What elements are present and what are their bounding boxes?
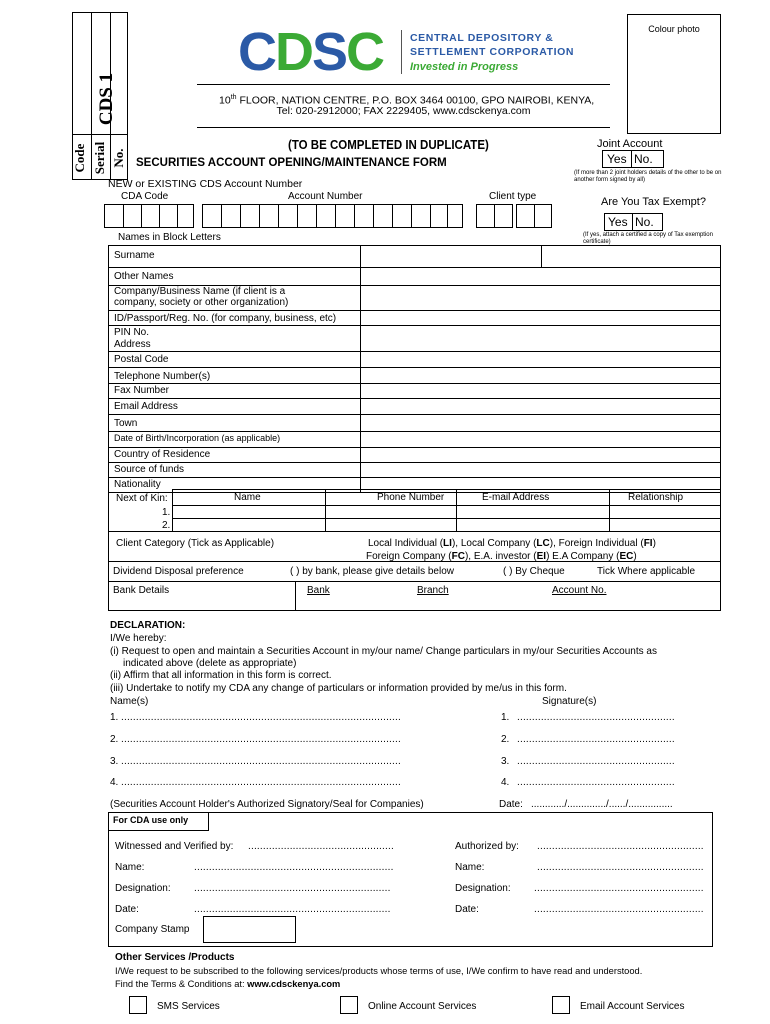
auth-date-label: Date:: [455, 904, 479, 915]
bank-details-label: Bank Details: [113, 585, 170, 596]
auth-designation-line[interactable]: .........................................................: [534, 883, 704, 894]
names-heading: Name(s): [110, 696, 149, 707]
name-1-line[interactable]: ..............................................................................................: [121, 712, 401, 723]
bank-column: Bank: [307, 585, 330, 596]
town-label: Town: [114, 418, 138, 429]
joint-no: No.: [634, 152, 653, 166]
name-4-line[interactable]: ..............................................................................................: [121, 777, 401, 788]
company-stamp-label: Company Stamp: [115, 924, 190, 935]
cda-name-label: Name:: [115, 862, 145, 873]
declaration-item-ii: (ii) Affirm that all information in this form is correct.: [110, 670, 332, 681]
details-input-area[interactable]: [361, 268, 720, 492]
joint-account-note: (If more than 2 joint holders details of the other to be on another form signed by all): [574, 170, 722, 183]
declaration-date-label: Date:: [499, 799, 523, 810]
declaration-item-iii: (iii) Undertake to notify my CDA any change of particulars or information provided by me/us in this form.: [110, 683, 567, 694]
form-title: SECURITIES ACCOUNT OPENING/MAINTENANCE FORM: [136, 157, 447, 169]
signature-3-line[interactable]: .....................................................: [517, 756, 675, 767]
branch-column: Branch: [417, 585, 449, 596]
online-account-checkbox[interactable]: [340, 996, 358, 1014]
signature-4-line[interactable]: .....................................................: [517, 777, 675, 788]
kin-row-2-label: 2.: [162, 520, 171, 531]
account-number-input[interactable]: [202, 204, 463, 228]
declaration-heading: DECLARATION:: [110, 620, 186, 631]
company-name-label-1: Company/Business Name (if client is a: [114, 286, 286, 297]
logo-line1: CENTRAL DEPOSITORY &: [410, 32, 554, 44]
tax-yes: Yes: [608, 215, 628, 229]
id-label: ID/Passport/Reg. No. (for company, business, etc): [114, 313, 337, 324]
duplicate-heading: (TO BE COMPLETED IN DUPLICATE): [288, 138, 489, 152]
no-label: No.: [111, 148, 126, 168]
sms-services-checkbox[interactable]: [129, 996, 147, 1014]
company-stamp-box[interactable]: [203, 916, 296, 943]
other-names-label: Other Names: [114, 271, 174, 282]
dividend-bank-option[interactable]: ( ) by bank, please give details below: [290, 566, 454, 577]
address-line2: Tel: 020-2912000; FAX 2229405, www.cdsckenya.com: [276, 105, 531, 117]
nationality-label: Nationality: [114, 479, 161, 490]
email-account-checkbox[interactable]: [552, 996, 570, 1014]
dividend-tick-note: Tick Where applicable: [597, 566, 696, 577]
logo-tagline: Invested in Progress: [410, 61, 519, 73]
kin-row-1-input[interactable]: [173, 506, 720, 518]
auth-name-label: Name:: [455, 862, 485, 873]
joint-yes: Yes: [607, 152, 627, 166]
account-number-heading: NEW or EXISTING CDS Account Number: [108, 178, 303, 190]
source-of-funds-label: Source of funds: [114, 464, 185, 475]
cda-designation-line[interactable]: ..................................................................: [194, 883, 391, 894]
authorized-signatory-note: (Securities Account Holder's Authorized Signatory/Seal for Companies): [110, 799, 424, 810]
auth-name-line[interactable]: ........................................................: [537, 862, 704, 873]
declaration-item-i-1: (i) Request to open and maintain a Securities Account in my/our name/ Change particulars in my/our Securities Accounts as: [110, 646, 657, 657]
serial-label: Serial: [92, 141, 107, 175]
surname-input-b[interactable]: [542, 246, 720, 267]
bank-details-input[interactable]: [296, 597, 720, 610]
fax-label: Fax Number: [114, 385, 170, 396]
client-category-options-2[interactable]: Foreign Company (FC), E.A. investor (EI) E.A Company (EC): [366, 551, 637, 562]
country-label: Country of Residence: [114, 449, 211, 460]
name-2-line[interactable]: ..............................................................................................: [121, 734, 401, 745]
next-of-kin-label: Next of Kin:: [116, 493, 168, 504]
address-line1: 10th FLOOR, NATION CENTRE, P.O. BOX 3464 00100, GPO NAIROBI, KENYA,: [219, 94, 595, 107]
kin-row-2-input[interactable]: [173, 519, 720, 531]
other-services-heading: Other Services /Products: [115, 952, 235, 963]
account-number-label: Account Number: [288, 191, 363, 202]
surname-label: Surname: [114, 250, 155, 261]
tax-no: No.: [635, 215, 654, 229]
logo-line2: SETTLEMENT CORPORATION: [410, 46, 575, 58]
cds-form-number: CDS 1: [96, 72, 117, 126]
signatures-heading: Signature(s): [542, 696, 597, 707]
code-label: Code: [72, 143, 87, 173]
kin-row-1-label: 1.: [162, 507, 171, 518]
auth-date-line[interactable]: .........................................................: [534, 904, 704, 915]
tax-exempt-label: Are You Tax Exempt?: [601, 196, 706, 208]
declaration-hereby: I/We hereby:: [110, 633, 167, 644]
signature-2-line[interactable]: .....................................................: [517, 734, 675, 745]
name-3-line[interactable]: ..............................................................................................: [121, 756, 401, 767]
cda-code-input[interactable]: [104, 204, 194, 228]
cda-date-label: Date:: [115, 904, 139, 915]
block-letters-label: Names in Block Letters: [118, 232, 221, 243]
account-no-column: Account No.: [552, 585, 607, 596]
signature-1-line[interactable]: .....................................................: [517, 712, 675, 723]
kin-email-header: E-mail Address: [482, 492, 550, 503]
kin-name-header: Name: [234, 492, 261, 503]
auth-designation-label: Designation:: [455, 883, 511, 894]
surname-input-a[interactable]: [361, 246, 541, 267]
dividend-cheque-option[interactable]: ( ) By Cheque: [503, 566, 565, 577]
name-4-label: 4.: [110, 777, 119, 788]
joint-account-label: Joint Account: [597, 138, 663, 150]
authorized-by-label: Authorized by:: [455, 841, 519, 852]
cda-use-heading: For CDA use only: [113, 815, 189, 825]
services-text-1: I/We request to be subscribed to the following services/products whose terms of use, I/We confirm to have read and understood.: [115, 966, 643, 976]
sms-services-label: SMS Services: [157, 1001, 220, 1012]
name-3-label: 3.: [110, 756, 119, 767]
company-name-label-2: company, society or other organization): [114, 297, 289, 308]
email-account-label: Email Account Services: [580, 1001, 685, 1012]
email-label: Email Address: [114, 401, 178, 412]
dividend-label: Dividend Disposal preference: [113, 566, 244, 577]
kin-phone-header: Phone Number: [377, 492, 445, 503]
address-label: Address: [114, 339, 151, 350]
cdsc-logo-letters: CDSC: [238, 22, 384, 82]
cda-name-line[interactable]: ...................................................................: [194, 862, 394, 873]
authorized-by-line[interactable]: ........................................................: [537, 841, 704, 852]
cda-designation-label: Designation:: [115, 883, 171, 894]
witnessed-line[interactable]: .................................................: [248, 841, 394, 852]
colour-photo-label: Colour photo: [648, 24, 700, 34]
declaration-date-line[interactable]: ............/............../....../................: [531, 799, 673, 810]
sig-2-label: 2.: [501, 734, 510, 745]
client-category-options-1[interactable]: Local Individual (LI), Local Company (LC), Foreign Individual (FI): [368, 538, 656, 549]
cdsc-logo: [238, 24, 398, 80]
dob-label: Date of Birth/Incorporation (as applicable): [114, 433, 281, 443]
tax-exempt-note: (If yes, attach a certified a copy of Tax exemption certificate): [583, 232, 713, 245]
client-type-label: Client type: [489, 191, 537, 202]
kin-relationship-header: Relationship: [628, 492, 684, 503]
services-text-2: Find the Terms & Conditions at: www.cdsckenya.com: [115, 979, 341, 989]
witnessed-label: Witnessed and Verified by:: [115, 841, 234, 852]
sig-1-label: 1.: [501, 712, 510, 723]
pin-label: PIN No.: [114, 327, 150, 338]
sig-3-label: 3.: [501, 756, 510, 767]
declaration-item-i-2: indicated above (delete as appropriate): [123, 658, 297, 669]
postal-code-label: Postal Code: [114, 354, 169, 365]
telephone-label: Telephone Number(s): [114, 371, 211, 382]
cda-code-label: CDA Code: [121, 191, 169, 202]
online-account-label: Online Account Services: [368, 1001, 477, 1012]
name-1-label: 1.: [110, 712, 119, 723]
sig-4-label: 4.: [501, 777, 510, 788]
cda-date-line[interactable]: ..................................................................: [194, 904, 391, 915]
name-2-label: 2.: [110, 734, 119, 745]
client-category-label: Client Category (Tick as Applicable): [116, 538, 275, 549]
